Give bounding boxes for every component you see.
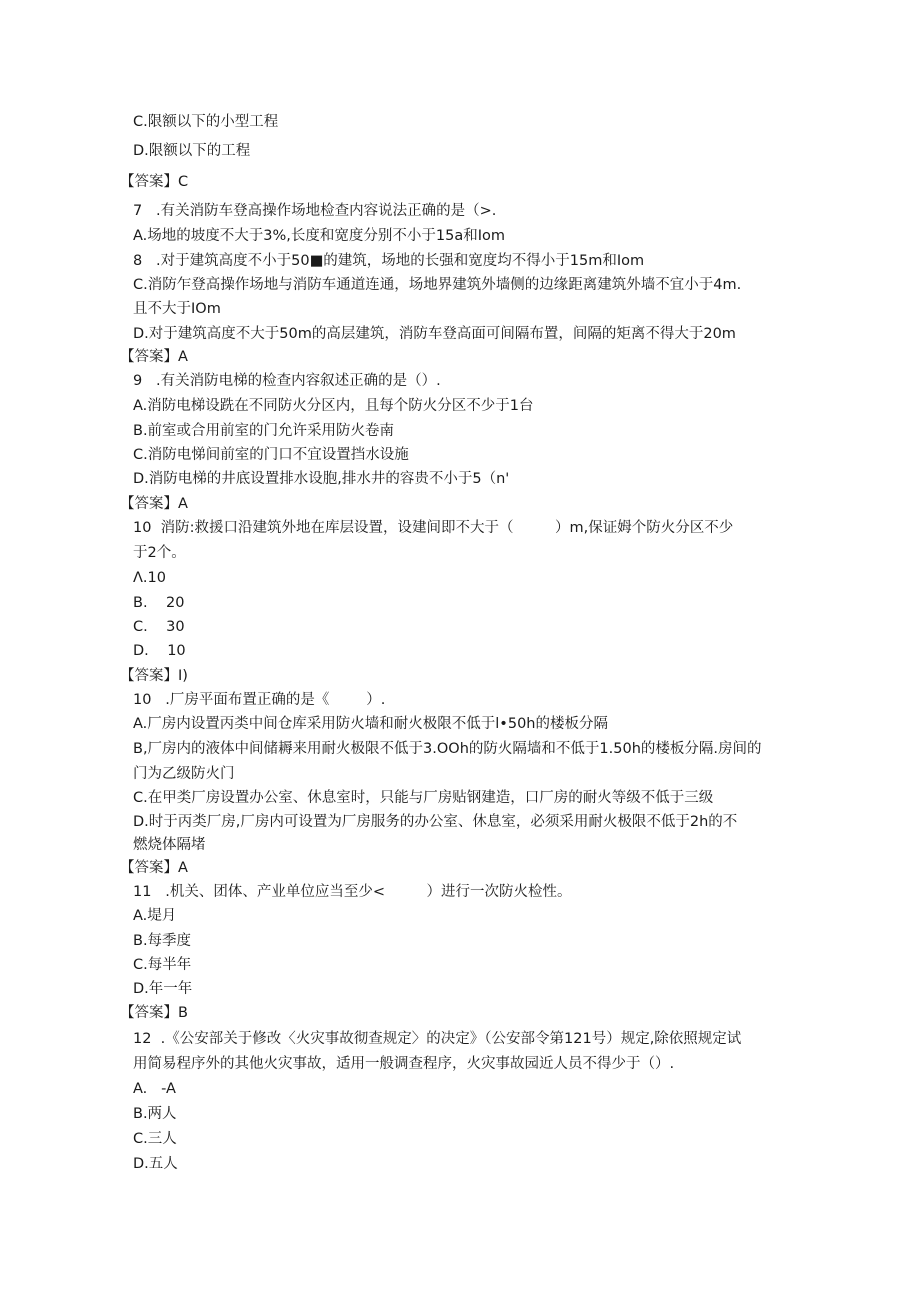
- option-d: D.消防电梯的井底设置排水设胞,排水井的容贵不小于5（n': [133, 471, 510, 487]
- option-d: D.对于建筑高度不大于50m的高层建筑，消防车登高面可间隔布置，间隔的矩离不得大于20m: [133, 326, 736, 342]
- option-a: A.场地的坡度不大于3%,长度和宽度分别不小于15a和Iom: [133, 228, 505, 244]
- question-9: 9 .有关消防电梯的检查内容叙述正确的是（）.: [133, 373, 441, 389]
- option-a: A.消防电梯设跣在不同防火分区内，且每个防火分区不少于1台: [133, 398, 534, 414]
- option-d: D.时于丙类厂房,厂房内可设置为厂房服务的办公室、休息室，必须采用耐火极限不低于2h的不: [133, 814, 738, 830]
- answer-line: 【答案】A: [120, 349, 188, 365]
- option-a: Λ.10: [133, 570, 166, 586]
- option-d-continued: 燃烧体隔堵: [133, 837, 206, 853]
- option-c: C.在甲类厂房设置办公室、休息室时，只能与厂房贴钢建造，口厂房的耐火等级不低于三级: [133, 790, 714, 806]
- answer-line: 【答案】A: [120, 496, 188, 512]
- question-10a-continued: 于2个。: [133, 545, 186, 561]
- answer-line: 【答案】I): [120, 668, 188, 684]
- option-c: C.三人: [133, 1131, 177, 1147]
- answer-line: 【答案】A: [120, 860, 188, 876]
- option-d: D.年一年: [133, 981, 193, 997]
- question-11: 11 .机关、团体、产业单位应当至少< ）进行一次防火检性。: [133, 884, 572, 900]
- option-c: C.消防乍登高操作场地与消防车通道连通，场地界建筑外墙侧的边缘距离建筑外墙不宜小于4m.: [133, 277, 742, 293]
- option-a: A. -A: [133, 1081, 176, 1097]
- option-b: 8 .对于建筑高度不小于50■的建筑，场地的长强和宽度均不得小于15m和Iom: [133, 253, 645, 269]
- question-10b: 10 .厂房平面布置正确的是《 ）.: [133, 692, 386, 708]
- option-c-continued: 且不大于IOm: [133, 301, 221, 317]
- question-10a: 10 消防:救援口沿建筑外地在库层设置，设建间即不大于（ ）m,保证姆个防火分区不少: [133, 520, 734, 536]
- question-7: 7 .有关消防车登高操作场地检查内容说法正确的是（>.: [133, 203, 497, 219]
- option-b-continued: 门为乙级防火门: [133, 766, 235, 782]
- option-c: C. 30: [133, 619, 185, 635]
- option-b: B.每季度: [133, 933, 192, 949]
- option-a: A.厂房内设置丙类中间仓库采用防火墙和耐火极限不低于l•50h的楼板分隔: [133, 716, 608, 732]
- option-d: D.限额以下的工程: [133, 143, 251, 159]
- option-a: A.堤月: [133, 908, 177, 924]
- option-d: D.五人: [133, 1156, 178, 1172]
- question-12: 12 .《公安部关于修改〈火灾事故彻查规定〉的决定》（公安部令第121号）规定,除依照规定试: [133, 1031, 742, 1047]
- answer-line: 【答案】B: [120, 1005, 188, 1021]
- option-b: B. 20: [133, 595, 185, 611]
- question-12-continued: 用简易程序外的其他火灾事故，适用一般调查程序，火灾事故园近人员不得少于（）.: [133, 1056, 675, 1072]
- option-b: B.两人: [133, 1106, 177, 1122]
- option-c: C.每半年: [133, 957, 192, 973]
- option-d: D. 10: [133, 643, 186, 659]
- option-c: C.限额以下的小型工程: [133, 114, 279, 130]
- option-b: B,厂房内的液体中间储耨来用耐火极限不低于3.OOh的防火隔墙和不低于1.50h的楼板分隔.房间的: [133, 741, 762, 757]
- option-b: B.前室或合用前室的门允许采用防火卷南: [133, 423, 395, 439]
- option-c: C.消防电悌间前室的门口不宜设置挡水设施: [133, 447, 409, 463]
- answer-line: 【答案】C: [120, 174, 189, 190]
